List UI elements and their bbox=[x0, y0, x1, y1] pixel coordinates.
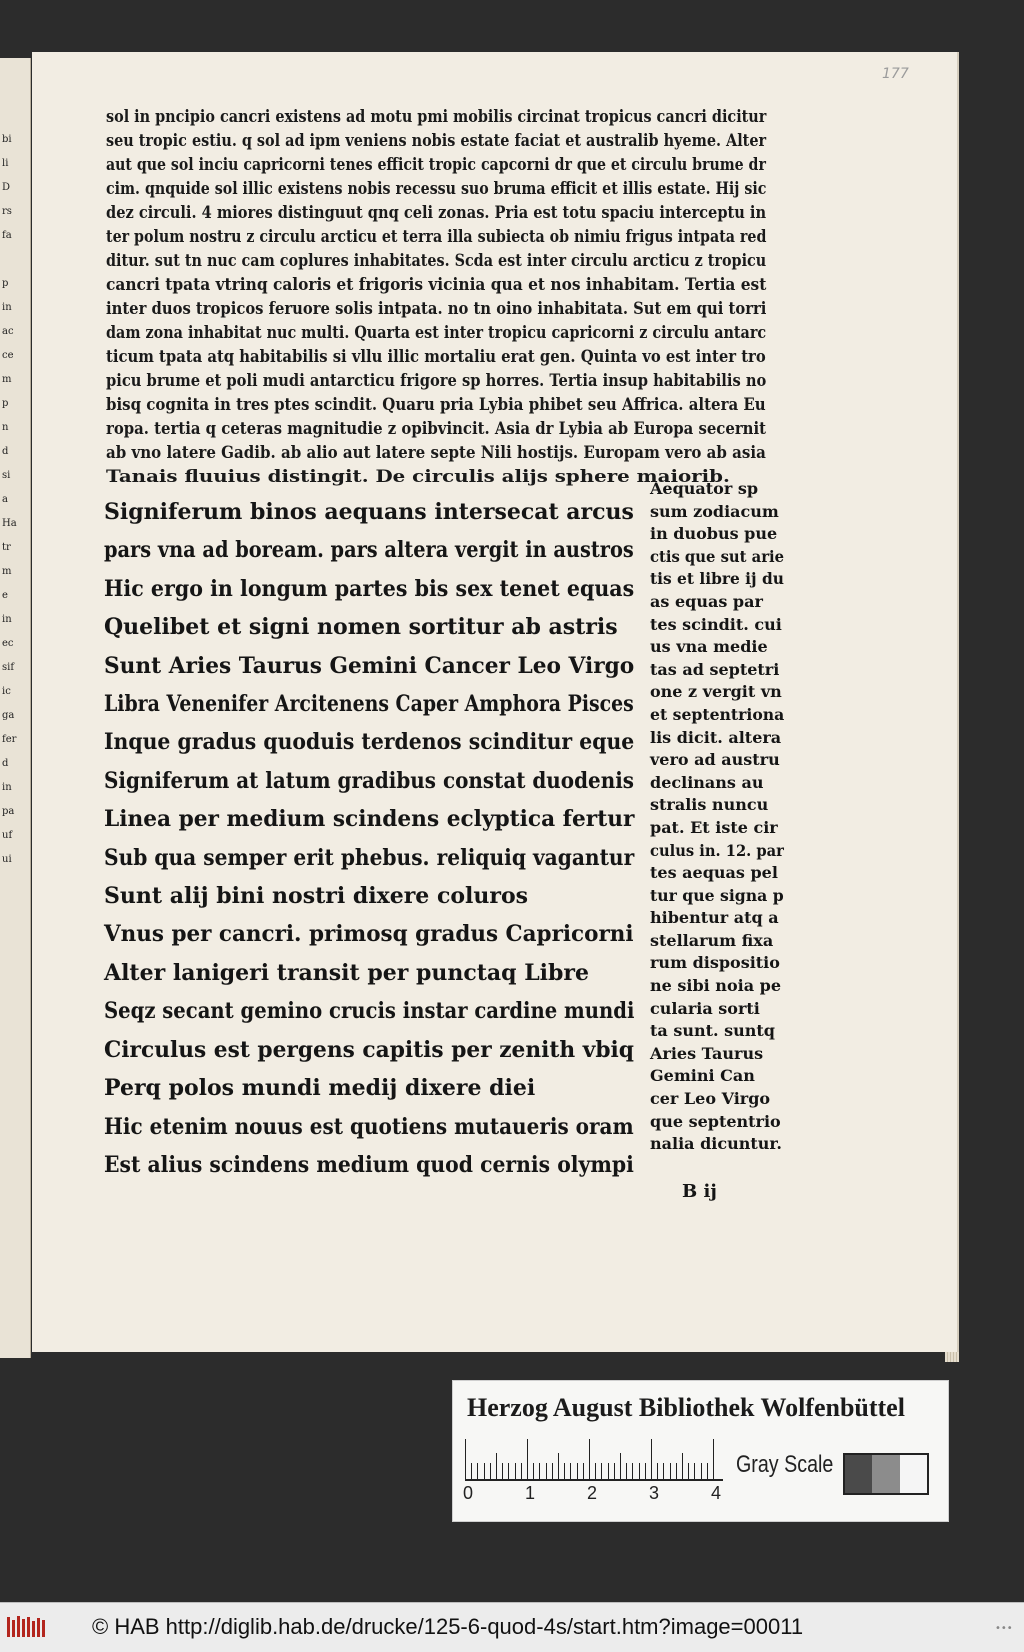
verse-line: Linea per medium scindens eclyptica fertur bbox=[104, 806, 635, 833]
gloss-line: Gemini Can bbox=[650, 1066, 755, 1086]
verse-line: Signiferum at latum gradibus constat duodenis bbox=[104, 767, 634, 794]
ruler-tick bbox=[614, 1463, 615, 1479]
ruler-tick bbox=[608, 1463, 609, 1479]
ruler-tick bbox=[558, 1453, 559, 1479]
gloss-line: stellarum fixa bbox=[650, 930, 774, 950]
prose-line: sol in pncipio cancri existens ad motu pmi mobilis circinat tropicus cancri dicitur bbox=[106, 107, 767, 126]
gloss-line: one z vergit vn bbox=[650, 682, 782, 702]
ruler-tick bbox=[471, 1463, 472, 1479]
gray-scale-label: Gray Scale bbox=[736, 1451, 834, 1478]
left-page-fragments: bi li D rs fa p in ac ce m p n d si a Ha tr m e in ec sif ic ga fer d in pa uf ui bbox=[2, 134, 17, 865]
gray-scale-patches bbox=[843, 1453, 929, 1495]
ruler-tick bbox=[707, 1463, 708, 1479]
ruler-tick bbox=[527, 1439, 528, 1479]
prose-line: Tanais fluuius distingit. De circulis alijs sphere maiorib. bbox=[106, 467, 730, 486]
gloss-line: cularia sorti bbox=[650, 998, 760, 1018]
ruler-tick bbox=[508, 1463, 509, 1479]
gloss-line: ctis que sut arie bbox=[650, 546, 785, 566]
ruler-number: 4 bbox=[711, 1483, 722, 1503]
gloss-line: pat. Et iste cir bbox=[650, 817, 778, 837]
verse-line: Alter lanigeri transit per punctaq Libre bbox=[104, 959, 590, 986]
gloss-line: Aequator sp bbox=[650, 479, 759, 498]
verse-line: Hic etenim nouus est quotiens mutaueris oram bbox=[104, 1113, 634, 1140]
gloss-line: cer Leo Virgo bbox=[650, 1089, 771, 1109]
ruler-tick bbox=[546, 1463, 547, 1479]
verse-line: Libra Venenifer Arcitenens Caper Amphora Pisces bbox=[104, 691, 634, 718]
ruler-tick bbox=[484, 1463, 485, 1479]
verse-line: Vnus per cancri. primosq gradus Capricorni bbox=[104, 921, 634, 948]
gloss-line: sum zodiacum bbox=[650, 501, 779, 521]
ruler-number: 3 bbox=[649, 1483, 660, 1503]
verse-line: Hic ergo in longum partes bis sex tenet equas bbox=[104, 575, 635, 602]
ruler-tick bbox=[632, 1463, 633, 1479]
verse-block bbox=[104, 493, 644, 1184]
ruler-tick bbox=[601, 1463, 602, 1479]
gloss-line: as equas par bbox=[650, 591, 763, 611]
ruler-number: 2 bbox=[587, 1483, 598, 1503]
left-facing-page-edge bbox=[0, 58, 31, 1358]
gloss-line: us vna medie bbox=[650, 637, 768, 657]
ruler-number: 1 bbox=[525, 1483, 536, 1503]
gloss-line: hibentur atq a bbox=[650, 908, 779, 928]
ruler-tick bbox=[570, 1463, 571, 1479]
gloss-line: culus in. 12. par bbox=[650, 840, 784, 860]
ruler-tick bbox=[577, 1463, 578, 1479]
folio-number: 177 bbox=[882, 66, 909, 82]
verse-line: Signiferum binos aequans intersecat arcus bbox=[104, 499, 634, 525]
ruler-tick bbox=[694, 1463, 695, 1479]
ruler-tick bbox=[539, 1463, 540, 1479]
gloss-line: rum dispositio bbox=[650, 953, 780, 973]
prose-line: ter polum nostru z circulu arcticu et terra illa subiecta ob nimiu frigus intpata red bbox=[106, 227, 767, 246]
gloss-line: vero ad austru bbox=[650, 750, 780, 770]
prose-line: cim. qnquide sol illic existens nobis recessu suo bruma efficit et illis estate. Hij sic bbox=[106, 179, 767, 198]
gloss-line: et septentriona bbox=[650, 704, 785, 724]
ruler-tick bbox=[620, 1453, 621, 1479]
verse-line: Perq polos mundi medij dixere diei bbox=[104, 1075, 536, 1102]
hab-logo-icon bbox=[6, 1615, 46, 1639]
prose-line: ditur. sut tn nuc cam coplures inhabitates. Scda est inter circulu arcticu z tropicu bbox=[106, 251, 767, 270]
prose-line: dam zona inhabitat nuc multi. Quarta est inter tropicu capricorni z circulu antarc bbox=[106, 323, 767, 342]
prose-line: ropa. tertia q ceteras magnitudie z opibvincit. Asia dr Lybia ab Europa secernit bbox=[106, 419, 767, 438]
verse-line: pars vna ad boream. pars altera vergit in austros bbox=[104, 537, 634, 564]
footer-bar bbox=[0, 1602, 1024, 1652]
ruler-tick bbox=[502, 1463, 503, 1479]
ruler-tick bbox=[552, 1463, 553, 1479]
ruler-tick bbox=[465, 1439, 466, 1479]
ruler-tick bbox=[713, 1439, 714, 1479]
prose-line: ab vno latere Gadib. ab alio aut latere septe Nili hostijs. Europam vero ab asia bbox=[106, 443, 766, 462]
prose-line: cancri tpata vtrinq caloris et frigoris vicinia qua et nos inhabitam. Tertia est bbox=[106, 275, 767, 294]
marginal-gloss bbox=[650, 478, 786, 1156]
verse-line: Seqz secant gemino crucis instar cardine mundi bbox=[104, 998, 635, 1025]
ruler-number: 0 bbox=[463, 1483, 474, 1503]
prose-line: seu tropic estiu. q sol ad ipm veniens nobis estate faciat et australib hyeme. Alter bbox=[106, 131, 767, 150]
ruler-tick bbox=[515, 1463, 516, 1479]
ruler-tick bbox=[595, 1463, 596, 1479]
verse-line: Sub qua semper erit phebus. reliquiq vagantur bbox=[104, 844, 635, 871]
gloss-line: tes aequas pel bbox=[650, 863, 778, 883]
ruler-tick bbox=[533, 1463, 534, 1479]
gloss-line: tes scindit. cui bbox=[650, 614, 782, 634]
scale-ruler bbox=[465, 1437, 723, 1481]
gloss-line: Aries Taurus bbox=[650, 1043, 764, 1063]
gloss-line: lis dicit. altera bbox=[650, 727, 782, 747]
prose-line: picu brume et poli mudi antarcticu frigore sp horres. Tertia insup habitabilis no bbox=[106, 371, 767, 390]
footer-ornament: ••• bbox=[995, 1623, 1013, 1634]
gloss-line: ta sunt. suntq bbox=[650, 1021, 775, 1041]
copyright-url: © HAB http://diglib.hab.de/drucke/125-6-quod-4s/start.htm?image=00011 bbox=[92, 1614, 804, 1639]
prose-line: dez circuli. 4 miores distinguut qnq celi zonas. Pria est totu spaciu interceptu in bbox=[106, 203, 767, 222]
ruler-tick bbox=[651, 1439, 652, 1479]
ruler-tick bbox=[682, 1453, 683, 1479]
library-name: Herzog August Bibliothek Wolfenbüttel bbox=[467, 1393, 905, 1422]
verse-line: Sunt Aries Taurus Gemini Cancer Leo Virgo bbox=[104, 652, 635, 679]
ruler-tick bbox=[589, 1439, 590, 1479]
ruler-tick bbox=[490, 1463, 491, 1479]
ruler-tick bbox=[564, 1463, 565, 1479]
ruler-tick bbox=[521, 1463, 522, 1479]
verse-line: Inque gradus quoduis terdenos scinditur eque bbox=[104, 729, 635, 756]
gloss-line: ne sibi noia pe bbox=[650, 976, 781, 996]
verse-line: Sunt alij bini nostri dixere coluros bbox=[104, 883, 529, 910]
prose-line: aut que sol inciu capricorni tenes efficit tropic capcorni dr que et circulu brume dr bbox=[106, 155, 766, 174]
library-label bbox=[452, 1380, 949, 1522]
ruler-tick bbox=[701, 1463, 702, 1479]
verse-line: Quelibet et signi nomen sortitur ab astris bbox=[104, 614, 618, 641]
verse-line: Est alius scindens medium quod cernis olympi bbox=[104, 1151, 634, 1178]
ruler-tick bbox=[688, 1463, 689, 1479]
ruler-tick bbox=[626, 1463, 627, 1479]
verse-line: Circulus est pergens capitis per zenith vbiq bbox=[104, 1036, 634, 1063]
quire-signature: B ij bbox=[682, 1181, 717, 1202]
gloss-line: tur que signa p bbox=[650, 885, 784, 905]
prose-line: inter duos tropicos feruore solis intpata. no tn oino inhabitata. Sut em qui torri bbox=[106, 299, 767, 318]
prose-line: bisq cognita in tres ptes scindit. Quaru pria Lybia phibet seu Affrica. altera Eu bbox=[106, 395, 766, 414]
ruler-tick bbox=[583, 1463, 584, 1479]
ruler-tick bbox=[670, 1463, 671, 1479]
gloss-line: stralis nuncu bbox=[650, 795, 769, 815]
gloss-line: declinans au bbox=[650, 772, 764, 792]
ruler-tick bbox=[676, 1463, 677, 1479]
gloss-line: tis et libre ij du bbox=[650, 569, 784, 589]
ruler-tick bbox=[496, 1453, 497, 1479]
gloss-line: que septentrio bbox=[650, 1111, 781, 1131]
ruler-tick bbox=[477, 1463, 478, 1479]
prose-block bbox=[106, 105, 786, 489]
ruler-tick bbox=[657, 1463, 658, 1479]
gloss-line: in duobus pue bbox=[650, 524, 778, 544]
ruler-tick bbox=[639, 1463, 640, 1479]
ruler-tick bbox=[663, 1463, 664, 1479]
gloss-line: tas ad septetri bbox=[650, 659, 780, 679]
prose-line: ticum tpata atq habitabilis si vllu illic mortaliu erat gen. Quinta vo est inter tro bbox=[106, 347, 766, 366]
ruler-tick bbox=[645, 1463, 646, 1479]
gloss-line: nalia dicuntur. bbox=[650, 1134, 782, 1154]
